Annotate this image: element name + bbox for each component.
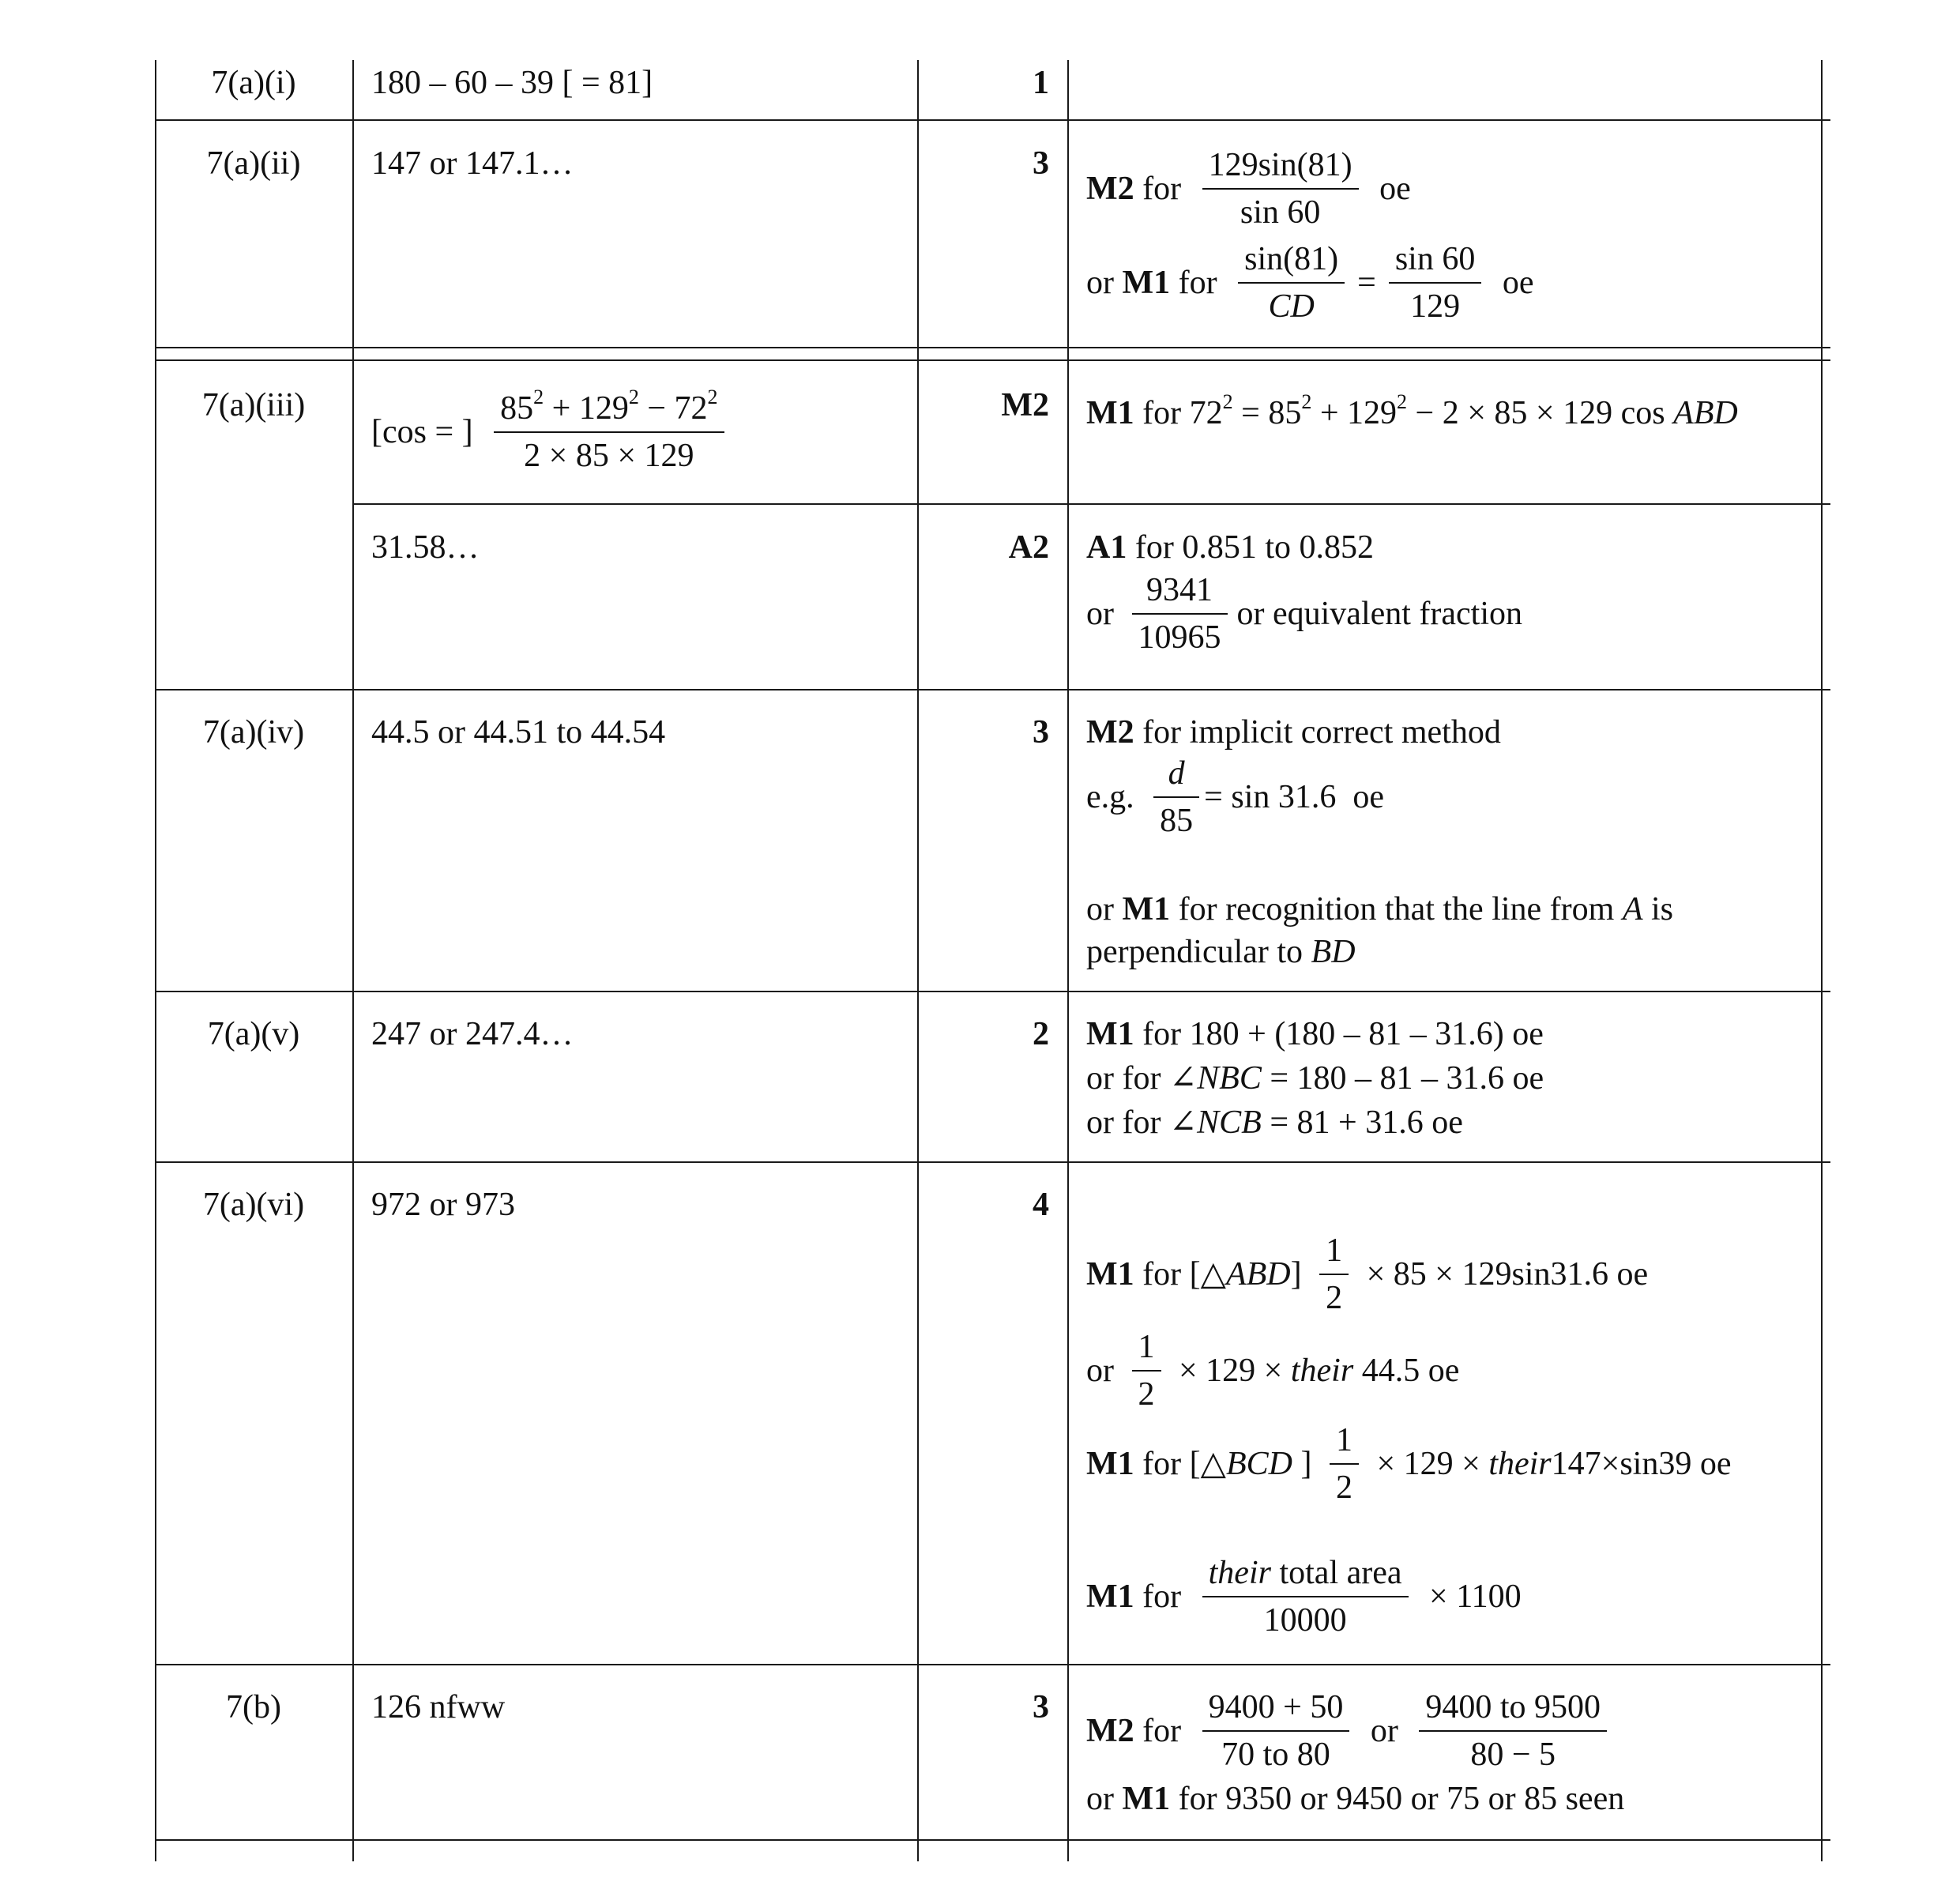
fraction: their total area 10000: [1202, 1556, 1409, 1637]
rule: [155, 1839, 1830, 1841]
answer: [cos = ] $\frac{85^2 + 129^2 - 72^2}{2 \times 85 \times 129}$: [371, 392, 737, 472]
fraction: $\frac{1}{2}$: [1132, 1330, 1161, 1411]
fraction: $\frac{9400 to 9500}{80 - 5}$: [1419, 1691, 1607, 1771]
answer: 972 or 973: [371, 1187, 515, 1223]
guidance-line: or $\frac{1}{2}$ × 129 × their 44.5 oe: [1086, 1329, 1460, 1413]
guidance-line: M1 for [△ABD] $\frac{1}{2}$ × 85 × 129sin31.6 oe: [1086, 1232, 1649, 1316]
question-number: 7(a)(v): [207, 1016, 300, 1052]
rule: [352, 503, 1830, 505]
question-number: 7(a)(iv): [202, 714, 305, 751]
fraction: $\frac{129\sin(81)}{\sin 60}$: [1202, 149, 1359, 229]
rule: [155, 119, 1830, 121]
rule: [155, 359, 1830, 361]
answer: 31.58…: [371, 529, 480, 566]
marks: 4: [1033, 1187, 1049, 1223]
rule: [155, 1664, 1830, 1665]
question-number: 7(a)(iii): [201, 387, 306, 423]
fraction: $\frac{d}{85}$: [1153, 757, 1199, 837]
marks: 3: [1033, 714, 1049, 751]
question-number: 7(a)(vi): [202, 1187, 305, 1223]
guidance-line: M2 for $\frac{129\sin(81)}{\sin 60}$ oe: [1086, 147, 1411, 231]
guidance-line: perpendicular to BD: [1086, 934, 1356, 970]
rule: [155, 991, 1830, 992]
guidance-line: or $\frac{9341}{10965}$ or equivalent fraction: [1086, 572, 1523, 656]
rule: [155, 1161, 1830, 1163]
fraction: $\frac{9400 + 50}{70 to 80}$: [1202, 1691, 1350, 1771]
guidance-line: M1 for their total area 10000 × 1100: [1086, 1555, 1522, 1639]
guidance-line: or M1 for 9350 or 9450 or 75 or 85 seen: [1086, 1781, 1625, 1817]
answer: 247 or 247.4…: [371, 1016, 574, 1052]
fraction: $\frac{\sin 60}{129}$: [1389, 243, 1482, 323]
question-number: 7(b): [226, 1689, 281, 1725]
rule: [155, 689, 1830, 690]
marks: 3: [1033, 1689, 1049, 1725]
marks: M2: [1001, 387, 1049, 423]
guidance-line: e.g. $\frac{d}{85}$ = sin 31.6 oe: [1086, 755, 1385, 839]
marks: 3: [1033, 145, 1049, 182]
rule: [155, 60, 156, 1861]
guidance-line: M2 for implicit correct method: [1086, 714, 1501, 751]
guidance-line: M1 for [△BCD ] $\frac{1}{2}$ × 129 × their147×sin39 oe: [1086, 1422, 1732, 1506]
guidance-line: or for ∠NCB = 81 + 31.6 oe: [1086, 1104, 1463, 1141]
guidance-line: A1 for 0.851 to 0.852: [1086, 529, 1374, 566]
rule: [1067, 60, 1069, 1861]
guidance-line: or M1 for $\frac{\sin(81)}{CD}$ = $\frac{\sin 60}{129}$ oe: [1086, 241, 1534, 325]
answer: 147 or 147.1…: [371, 145, 574, 182]
guidance-line: M1 for 180 + (180 – 81 – 31.6) oe: [1086, 1016, 1544, 1052]
marks: 1: [1033, 65, 1049, 101]
answer: 44.5 or 44.51 to 44.54: [371, 714, 666, 751]
fraction: $\frac{\sin(81)}{CD}$: [1238, 243, 1345, 323]
answer: 180 – 60 – 39 [ = 81]: [371, 65, 653, 101]
marks: 2: [1033, 1016, 1049, 1052]
fraction: $\frac{1}{2}$: [1330, 1424, 1359, 1504]
fraction: $\frac{85^2 + 129^2 - 72^2}{2 \times 85 \times 129}$: [494, 392, 724, 472]
guidance-line: M1 for $72^2 = 85^2 + 129^2 - 2 \times 85 \times 129$ cos ABD: [1086, 390, 1738, 431]
question-number: 7(a)(i): [211, 65, 296, 101]
fraction: $\frac{1}{2}$: [1319, 1234, 1349, 1315]
rule: [1821, 60, 1823, 1861]
guidance-line: or for ∠NBC = 180 – 81 – 31.6 oe: [1086, 1060, 1544, 1097]
rule: [352, 60, 354, 1861]
guidance-line: or M1 for recognition that the line from A is: [1086, 891, 1673, 928]
fraction: $\frac{9341}{10965}$: [1132, 574, 1228, 654]
rule: [917, 60, 919, 1861]
marks: A2: [1008, 529, 1049, 566]
answer: 126 nfww: [371, 1689, 506, 1725]
guidance-line: M2 for $\frac{9400 + 50}{70 to 80}$ or $\frac{9400 to 9500}{80 - 5}$: [1086, 1691, 1620, 1771]
rule: [155, 347, 1830, 348]
question-number: 7(a)(ii): [206, 145, 301, 182]
